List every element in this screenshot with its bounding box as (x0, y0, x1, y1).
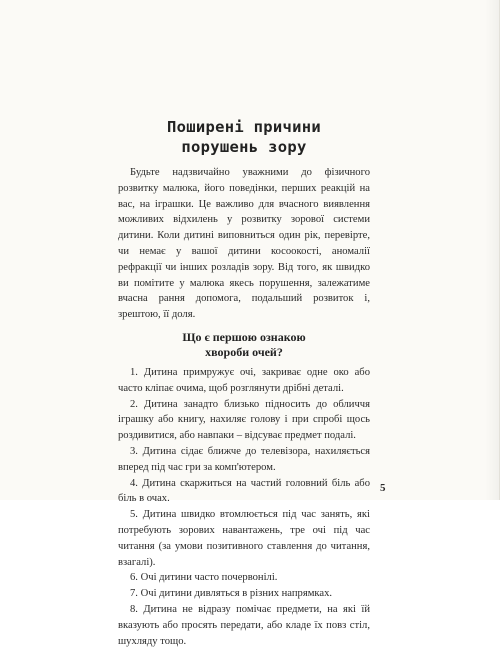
symptoms-list (118, 365, 370, 649)
list-item: 6. Очі дитини часто почервонілі. (130, 572, 278, 584)
list-item: 7. Очі дитини дивляться в різних напрямках. (130, 588, 333, 600)
chapter-title-line-2: порушень зору (181, 138, 307, 156)
intro-paragraph: Будьте надзвичайно уважними до фізичного розвитку малюка, його поведінки, перших реакцій на вас, на іграшки. Це важливо для вчасного виявлення можливих відхилень у розвитку зорової системи дитини. Коли дитині виповниться один рік, перевірте, чи немає у вашої дитини косоокості, аномалії рефракції чи інших розладів зору. Від того, як швидко ви помітите у малюка якесь порушення, залежатиме вчасна рання допомога, подальший розвиток і, зрештою, її доля. (118, 167, 370, 321)
section-title-line-2: хвороби очей? (205, 344, 283, 359)
list-item: 3. Дитина сідає ближче до телевізора, нахиляється вперед під час гри за комп'ютером. (118, 445, 370, 473)
list-item: 2. Дитина занадто близько підносить до обличчя іграшку або книгу, нахиляє голову і при спробі щось роздивитися, або навпаки – відсуває предмет подалі. (118, 398, 370, 442)
list-item: 4. Дитина скаржиться на частий головний біль або біль в очах. (118, 477, 370, 505)
section-title (118, 330, 370, 360)
page-number: 5 (380, 482, 386, 494)
list-item: 1. Дитина примружує очі, закриває одне око або часто кліпає очима, щоб розглянути дрібні деталі. (118, 366, 370, 394)
chapter-title (118, 117, 370, 157)
list-item: 8. Дитина не відразу помічає предмети, на які їй вказують або просять передати, або кладе їх повз стіл, шухляду тощо. (118, 603, 370, 647)
list-item: 5. Дитина швидко втомлюється під час занять, які потребують зорових навантажень, тре очі під час читання (за умови позитивного ставлення до читання, взагалі). (118, 509, 370, 568)
page-content (118, 117, 370, 649)
section-title-line-1: Що є першою ознакою (182, 329, 306, 344)
chapter-title-line-1: Поширені причини (166, 118, 322, 136)
